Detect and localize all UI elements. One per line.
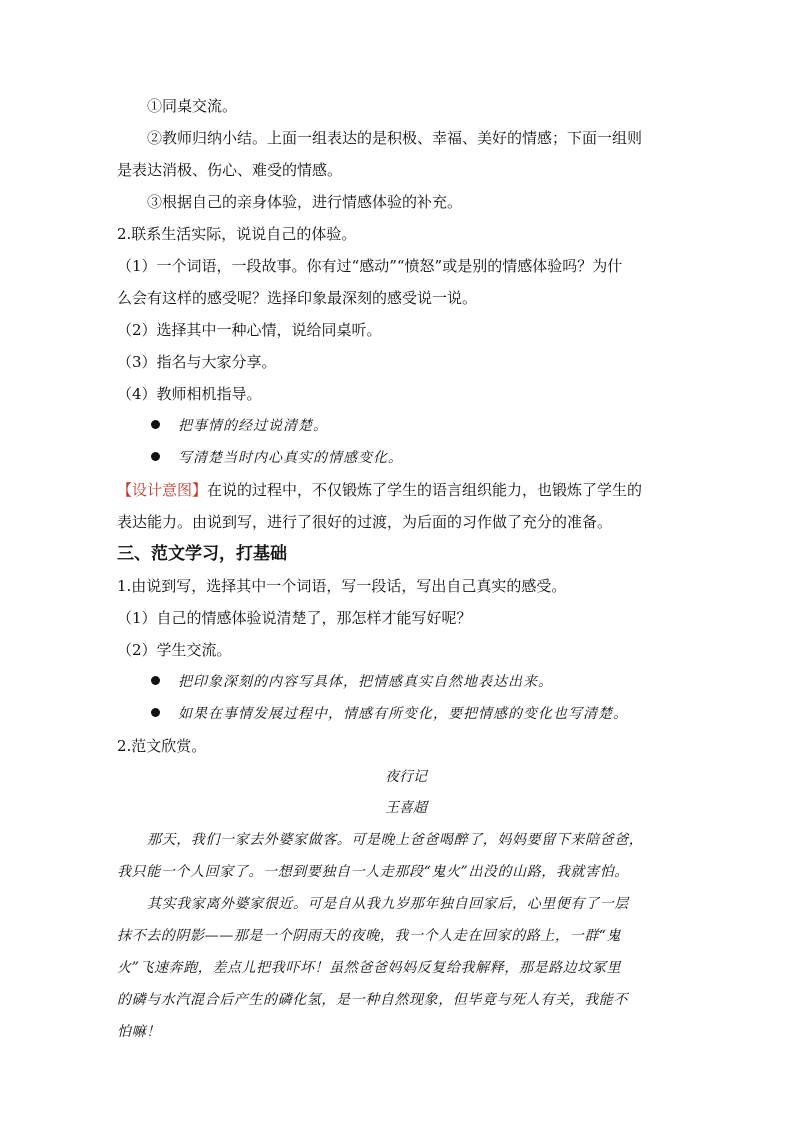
bullet-dot-icon (151, 420, 160, 429)
essay-line: 其实我家离外婆家很近。可是自从我九岁那年独自回家后，心里便有了一层 (147, 896, 629, 912)
text-line: 是表达消极、伤心、难受的情感。 (117, 161, 343, 179)
text-line: ③根据自己的亲身体验，进行情感体验的补充。 (147, 193, 463, 211)
essay-line: 那天，我们一家去外婆家做客。可是晚上爸爸喝醉了，妈妈要留下来陪爸爸， (147, 832, 644, 848)
essay-line: 我只能一个人回家了。一想到要独自一人走那段“鬼火”出没的山路，我就害怕。 (117, 864, 629, 880)
bullet-item (117, 410, 677, 442)
essay-line: 抹不去的阴影——那是一个阴雨天的夜晚，我一个人走在回家的路上，一群“鬼 (117, 928, 622, 944)
text-line: 1.由说到写，选择其中一个词语，写一段话，写出自己真实的感受。 (117, 577, 567, 595)
bullet-dot-icon (151, 676, 160, 685)
text-line: 2.范文欣赏。 (117, 737, 207, 755)
text-line: （2）选择其中一种心情，说给同桌听。 (117, 321, 382, 339)
design-intent-text: 在说的过程中，不仅锻炼了学生的语言组织能力，也锻炼了学生的 (207, 481, 643, 499)
bullet-item (117, 442, 677, 474)
bullet-text: 写清楚当时内心真实的情感变化。 (178, 450, 403, 466)
design-intent-tag: 【设计意图】 (117, 481, 208, 499)
essay-title: 夜行记 (385, 769, 427, 785)
bullet-text: 如果在事情发展过程中，情感有所变化，要把情感的变化也写清楚。 (178, 706, 628, 722)
essay-line: 怕嘛！ (117, 1024, 161, 1040)
section-heading: 三、范文学习，打基础 (117, 544, 287, 564)
text-line: （4）教师相机指导。 (117, 385, 262, 403)
bullet-text: 把事情的经过说清楚。 (178, 418, 328, 434)
text-line: （1）一个词语，一段故事。你有过“感动”“愤怒”或是别的情感体验吗？为什 (117, 257, 623, 275)
text-line: 么会有这样的感受呢？选择印象最深刻的感受说一说。 (117, 289, 478, 307)
essay-author: 王喜超 (385, 800, 427, 816)
text-line: （2）学生交流。 (117, 641, 232, 659)
text-line: （1）自己的情感体验说清楚了，那怎样才能写好呢？ (117, 609, 472, 627)
text-line: ②教师归纳小结。上面一组表达的是积极、幸福、美好的情感；下面一组则 (147, 129, 643, 147)
essay-line: 的磷与水汽混合后产生的磷化氢，是一种自然现象，但毕竟与死人有关，我能不 (117, 992, 628, 1008)
bullet-item (117, 698, 677, 730)
document-page (117, 90, 677, 1048)
text-line: 2.联系生活实际，说说自己的体验。 (117, 225, 357, 243)
text-line: 表达能力。由说到写，进行了很好的过渡，为后面的习作做了充分的准备。 (117, 513, 613, 531)
design-intent-line (117, 474, 677, 506)
bullet-dot-icon (151, 452, 160, 461)
text-line: ①同桌交流。 (147, 97, 238, 115)
bullet-dot-icon (151, 708, 160, 717)
bullet-item (117, 666, 677, 698)
text-line: （3）指名与大家分享。 (117, 353, 277, 371)
bullet-text: 把印象深刻的内容写具体，把情感真实自然地表达出来。 (178, 674, 553, 690)
essay-line: 火”飞速奔跑，差点儿把我吓坏！虽然爸爸妈妈反复给我解释，那是路边坟冢里 (117, 960, 622, 976)
